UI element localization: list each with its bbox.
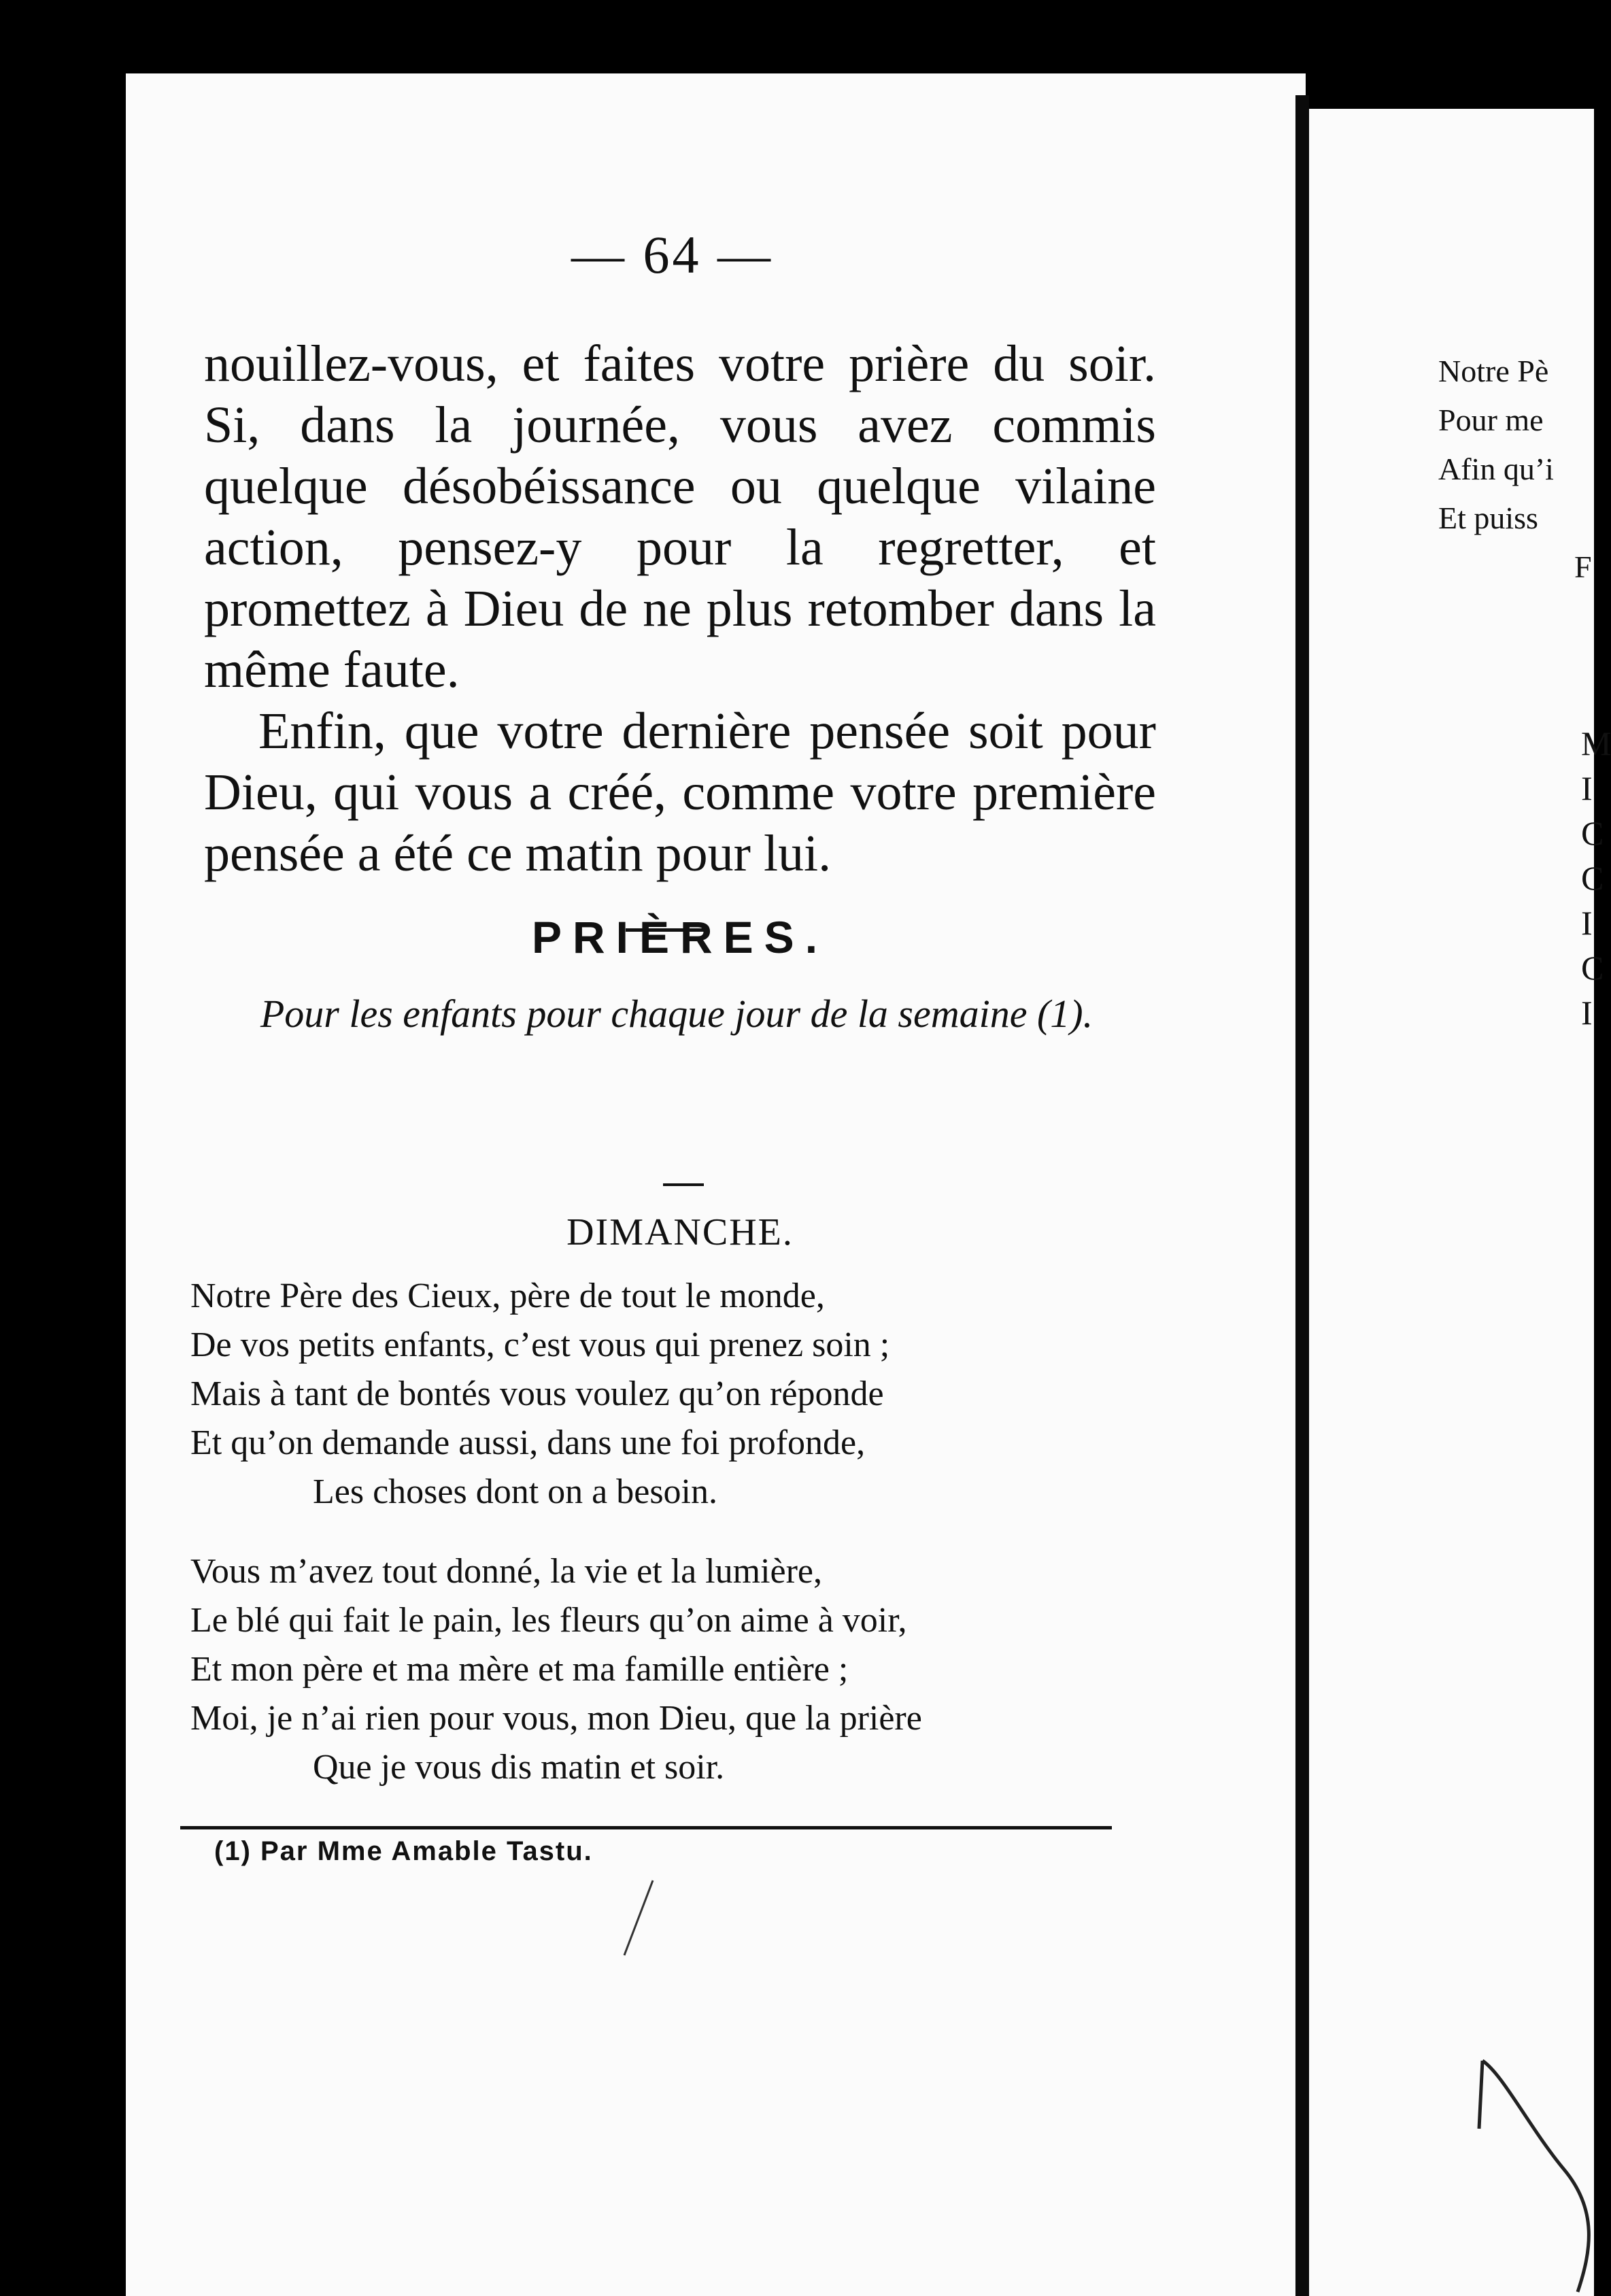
verse-line: Vous m’avez tout donné, la vie et la lumière, xyxy=(190,1552,822,1591)
prose-paragraph: Enfin, que votre dernière pensée soit pour Dieu, qui vous a créé, comme votre première pensée a été ce matin pour lui. xyxy=(204,703,1156,882)
page-number: — 64 — xyxy=(571,225,773,284)
verse-line: Et mon père et ma mère et ma famille entière ; xyxy=(190,1650,849,1689)
edge-glyph: M xyxy=(1581,724,1611,762)
right-page-edge-glyphs xyxy=(1581,721,1611,1035)
verse-line: Mais à tant de bontés vous voulez qu’on réponde xyxy=(190,1374,884,1413)
verse-line: De vos petits enfants, c’est vous qui prenez soin ; xyxy=(190,1326,890,1364)
edge-glyph: I xyxy=(1581,994,1593,1032)
section-heading: PRIÈRES. xyxy=(531,912,829,962)
right-page-text xyxy=(1438,347,1592,592)
prose-block xyxy=(204,333,1156,884)
edge-glyph: C xyxy=(1581,949,1604,987)
footnote-rule xyxy=(180,1826,1112,1829)
verse-line: Que je vous dis matin et soir. xyxy=(313,1748,725,1787)
day-title: DIMANCHE. xyxy=(566,1211,794,1253)
edge-glyph: I xyxy=(1581,904,1593,942)
verse-line: Notre Père des Cieux, père de tout le monde, xyxy=(190,1277,825,1315)
verse-line: Et qu’on demande aussi, dans une foi profonde, xyxy=(190,1423,866,1462)
right-page-line: F xyxy=(1574,550,1592,584)
verse-line: Moi, je n’ai rien pour vous, mon Dieu, que la prière xyxy=(190,1699,922,1738)
ink-stroke-mark xyxy=(1476,2047,1594,2296)
ink-stroke-mark xyxy=(619,1877,660,1959)
edge-glyph: C xyxy=(1581,814,1604,852)
prose-paragraph: nouillez-vous, et faites votre prière du soir. Si, dans la journée, vous avez commis quelque désobéissance ou quelque vilaine action, pensez-y pour la regretter, et promettez à Dieu de ne plus retomber dans la même faute. xyxy=(204,335,1156,698)
right-page-line: Afin qu’i xyxy=(1438,452,1554,486)
right-page-line: Notre Pè xyxy=(1438,354,1549,388)
verse-stanza-1 xyxy=(190,1272,1156,1517)
verse-line: Le blé qui fait le pain, les fleurs qu’on aime à voir, xyxy=(190,1601,907,1640)
verse-line: Les choses dont on a besoin. xyxy=(313,1472,718,1511)
book-gutter xyxy=(1295,95,1309,2296)
right-page-line: Pour me xyxy=(1438,403,1544,437)
separator-rule xyxy=(663,1183,704,1186)
section-subtitle: Pour les enfants pour chaque jour de la semaine (1). xyxy=(260,992,1093,1036)
edge-glyph: I xyxy=(1581,769,1593,807)
right-page-line: Et puiss xyxy=(1438,501,1538,535)
footnote: (1) Par Mme Amable Tastu. xyxy=(214,1836,593,1866)
edge-glyph: C xyxy=(1581,859,1604,897)
verse-stanza-2 xyxy=(190,1547,1156,1792)
